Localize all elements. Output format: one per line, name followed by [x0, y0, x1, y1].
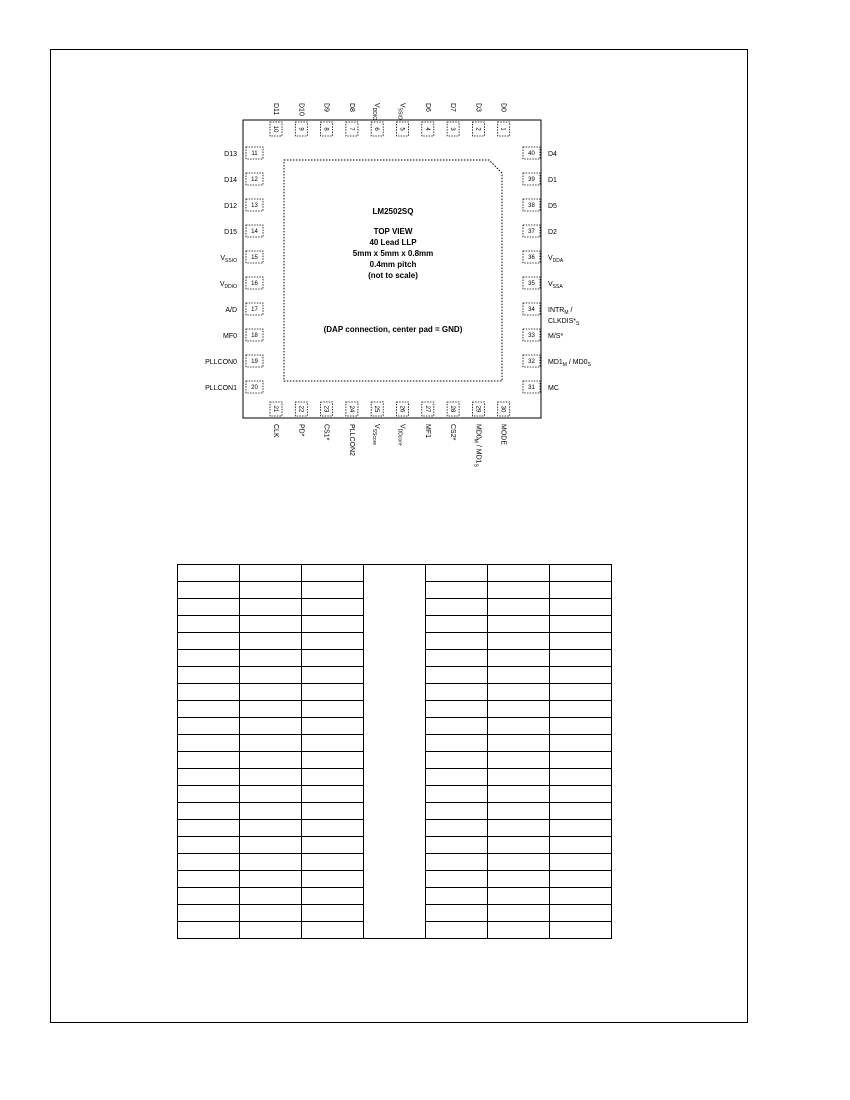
- pin-2: [472, 122, 484, 136]
- pin-2-label: D3: [474, 103, 482, 112]
- pin-39-label: D1: [548, 177, 557, 184]
- table-cell: [488, 803, 550, 820]
- table-cell: [178, 599, 240, 616]
- table-cell: [178, 786, 240, 803]
- pin-29-number: 29: [474, 405, 481, 413]
- pin-18-label: MF0: [223, 333, 237, 340]
- table-cell: [178, 837, 240, 854]
- pin-35-number: 35: [528, 281, 535, 287]
- table-cell: [302, 735, 364, 752]
- table-cell: [426, 582, 488, 599]
- pin-34-number: 34: [528, 307, 535, 313]
- pin-17: [246, 303, 263, 315]
- table-cell: [178, 820, 240, 837]
- pin-9-number: 9: [297, 127, 304, 131]
- table-cell: [426, 820, 488, 837]
- table-cell: [302, 599, 364, 616]
- pin-30-number: 30: [499, 405, 506, 413]
- pin-7: [346, 122, 358, 136]
- pin-2-number: 2: [474, 127, 481, 131]
- table-cell: [426, 905, 488, 922]
- pin-layer: [205, 103, 591, 468]
- table-cell: [302, 650, 364, 667]
- table-cell: [240, 837, 302, 854]
- pin-5: [397, 122, 409, 136]
- table-cell: [302, 582, 364, 599]
- table-cell: [488, 871, 550, 888]
- pin-26: [397, 402, 409, 416]
- table-cell: [302, 667, 364, 684]
- table-cell: [426, 769, 488, 786]
- table-cell: [488, 599, 550, 616]
- table-cell: [240, 820, 302, 837]
- table-cell: [178, 888, 240, 905]
- pin-5-label: $V_{SSIO}$: [396, 103, 406, 120]
- pin-21: [270, 402, 282, 416]
- table-cell: [488, 820, 550, 837]
- pin-32-label: $MD1_M / MD0_S$: [548, 359, 591, 368]
- table-cell: [302, 616, 364, 633]
- pin-31-number: 31: [528, 385, 535, 391]
- table-cell: [488, 582, 550, 599]
- table-cell: [302, 854, 364, 871]
- table-cell: [426, 667, 488, 684]
- pin-12: [246, 173, 263, 185]
- dap-note: (DAP connection, center pad = GND): [323, 325, 463, 334]
- table-cell: [178, 871, 240, 888]
- package-outline: [243, 120, 541, 418]
- pitch-label: 0.4mm pitch: [369, 260, 417, 269]
- table-cell: [240, 565, 302, 582]
- table-cell: [550, 667, 612, 684]
- table-cell: [240, 888, 302, 905]
- table-cell: [178, 752, 240, 769]
- pin-9-label: D10: [297, 103, 305, 116]
- table-cell: [240, 667, 302, 684]
- table-cell: [302, 888, 364, 905]
- pin-25: [371, 402, 383, 416]
- table-cell: [488, 667, 550, 684]
- pin-34: [523, 303, 540, 315]
- table-cell: [240, 735, 302, 752]
- table-cell: [426, 684, 488, 701]
- view-label: TOP VIEW: [373, 227, 413, 236]
- table-cell: [550, 871, 612, 888]
- table-cell: [178, 905, 240, 922]
- table-cell: [240, 650, 302, 667]
- pin-33-label: M/S*: [548, 333, 564, 340]
- pin-32-number: 32: [528, 359, 535, 365]
- pin-25-label: $V_{SScore}$: [371, 424, 381, 446]
- table-cell: [426, 633, 488, 650]
- table-cell: [178, 769, 240, 786]
- pin-4-label: D6: [423, 103, 431, 112]
- package-label: 40 Lead LLP: [369, 238, 417, 247]
- table-cell: [240, 871, 302, 888]
- table-cell: [178, 803, 240, 820]
- pin-40-number: 40: [528, 151, 535, 157]
- table-cell: [488, 854, 550, 871]
- pin-4-number: 4: [423, 127, 430, 131]
- table-cell: [178, 684, 240, 701]
- pin-39: [523, 173, 540, 185]
- pin-23-number: 23: [322, 405, 329, 413]
- pin-11: [246, 147, 263, 159]
- table-cell: [302, 633, 364, 650]
- pin-18: [246, 329, 263, 341]
- pin-24: [346, 402, 358, 416]
- table-cell: [178, 667, 240, 684]
- pin-11-label: D13: [224, 151, 237, 158]
- pin-24-label: PLLCON2: [347, 424, 355, 456]
- pin-28-number: 28: [449, 405, 456, 413]
- table-cell: [488, 769, 550, 786]
- pin-22-number: 22: [297, 405, 304, 413]
- table-cell: [302, 701, 364, 718]
- table-cell: [178, 922, 240, 939]
- pin-22-label: PD*: [297, 424, 305, 437]
- table-cell: [426, 735, 488, 752]
- table-cell: [302, 752, 364, 769]
- pin-11-number: 11: [251, 151, 258, 157]
- table-cell: [426, 701, 488, 718]
- pin-16: [246, 277, 263, 289]
- pin-39-number: 39: [528, 177, 535, 183]
- pin-30: [498, 402, 510, 416]
- table-cell: [488, 888, 550, 905]
- pin-10-label: D11: [272, 103, 279, 116]
- table-cell: [178, 650, 240, 667]
- pin-1: [498, 122, 510, 136]
- pin-19-label: PLLCON0: [205, 359, 237, 366]
- pin-6-label: $V_{DDIO}$: [371, 103, 381, 121]
- table-cell: [488, 837, 550, 854]
- table-cell: [240, 922, 302, 939]
- table-cell: [302, 769, 364, 786]
- pin-40: [523, 147, 540, 159]
- pin-16-label: $V_{DDIO}$: [219, 281, 237, 290]
- table-cell: [488, 616, 550, 633]
- table-cell: [240, 905, 302, 922]
- table-cell: [426, 786, 488, 803]
- table-cell: [240, 786, 302, 803]
- pin-3-label: D7: [449, 103, 457, 112]
- pin-36-number: 36: [528, 255, 535, 261]
- pin-1-number: 1: [499, 127, 506, 131]
- table-cell: [426, 718, 488, 735]
- pin-40-label: D4: [548, 151, 557, 158]
- table-cell: [178, 854, 240, 871]
- pin-38: [523, 199, 540, 211]
- pin-25-number: 25: [373, 405, 380, 413]
- pin-10: [270, 122, 282, 136]
- table-cell: [550, 616, 612, 633]
- table-cell: [426, 837, 488, 854]
- pin-31: [523, 381, 540, 393]
- table-cell: [550, 718, 612, 735]
- pin-26-number: 26: [398, 405, 405, 413]
- pin-14-number: 14: [251, 229, 258, 235]
- table-cell: [550, 633, 612, 650]
- table-cell: [426, 803, 488, 820]
- table-cell: [550, 769, 612, 786]
- table-cell: [426, 888, 488, 905]
- table-cell: [488, 922, 550, 939]
- table-cell: [550, 820, 612, 837]
- table-cell: [550, 684, 612, 701]
- table-cell: [426, 922, 488, 939]
- pin-35-label: $V_{SSA}$: [548, 281, 563, 290]
- pin-22: [295, 402, 307, 416]
- table-row: [178, 565, 612, 582]
- pin-12-label: D14: [224, 177, 237, 184]
- table-cell: [550, 922, 612, 939]
- pin-33: [523, 329, 540, 341]
- table-cell: [550, 752, 612, 769]
- pin-38-label: D5: [548, 203, 557, 210]
- pin-29-label: $MD0_M / MD1_S$: [472, 424, 482, 467]
- pin-12-number: 12: [251, 177, 258, 183]
- pin-26-label: $V_{DDcore}$: [396, 424, 406, 446]
- pin-7-number: 7: [347, 127, 354, 131]
- table-cell: [488, 752, 550, 769]
- pin-8-label: D9: [322, 103, 330, 112]
- chip-text: [324, 207, 463, 334]
- pin-13: [246, 199, 263, 211]
- table-cell: [302, 922, 364, 939]
- pin-8-number: 8: [322, 127, 329, 131]
- pin-6-number: 6: [373, 127, 380, 131]
- table-cell: [178, 565, 240, 582]
- pin-15: [246, 251, 263, 263]
- table-cell: [550, 650, 612, 667]
- table-cell: [550, 888, 612, 905]
- pin-34-label: $INTR_M$ /: [548, 307, 573, 316]
- pin-32: [523, 355, 540, 367]
- pin-36: [523, 251, 540, 263]
- table-cell: [240, 616, 302, 633]
- table-cell: [488, 701, 550, 718]
- table-cell: [426, 565, 488, 582]
- table-cell: [302, 718, 364, 735]
- pin-24-number: 24: [347, 405, 354, 413]
- table-cell: [550, 565, 612, 582]
- table-cell: [240, 701, 302, 718]
- pin-1-label: D0: [499, 103, 507, 112]
- pin-19-number: 19: [251, 359, 258, 365]
- table-cell: [426, 752, 488, 769]
- table-cell: [178, 735, 240, 752]
- part-number: LM2502SQ: [372, 207, 414, 216]
- table-cell: [178, 582, 240, 599]
- pin-27: [422, 402, 434, 416]
- table-cell: [302, 837, 364, 854]
- table-cell: [178, 718, 240, 735]
- table-cell: [240, 582, 302, 599]
- table-cell: [240, 633, 302, 650]
- pin-23: [321, 402, 333, 416]
- table-cell: [240, 769, 302, 786]
- pin-35: [523, 277, 540, 289]
- table-cell: [302, 803, 364, 820]
- table-cell: [302, 565, 364, 582]
- table-cell: [488, 718, 550, 735]
- pin-3-number: 3: [449, 127, 456, 131]
- pin-6: [371, 122, 383, 136]
- pin-29: [472, 402, 484, 416]
- pin-10-number: 10: [272, 125, 278, 133]
- table-cell: [550, 837, 612, 854]
- pin-34-label-line2: $CLKDIS*_S$: [548, 318, 580, 327]
- table-cell: [550, 905, 612, 922]
- pin-21-label: CLK: [272, 424, 279, 438]
- table-cell: [240, 752, 302, 769]
- pin-14: [246, 225, 263, 237]
- pin-30-label: MODE: [499, 424, 507, 445]
- pin-38-number: 38: [528, 203, 535, 209]
- pin-8: [321, 122, 333, 136]
- pin-37-number: 37: [528, 229, 535, 235]
- table-cell: [302, 871, 364, 888]
- table-cell: [178, 633, 240, 650]
- table-cell: [550, 786, 612, 803]
- pin-17-label: A/D: [225, 307, 237, 314]
- pin-15-number: 15: [251, 255, 258, 261]
- pin-23-label: CS1*: [322, 424, 330, 441]
- pin-33-number: 33: [528, 333, 535, 339]
- table-cell: [240, 599, 302, 616]
- table-cell: [240, 803, 302, 820]
- table-cell: [550, 735, 612, 752]
- scale-note: (not to scale): [368, 271, 418, 280]
- pin-16-number: 16: [251, 281, 258, 287]
- pin-description-table: [177, 564, 612, 939]
- table-cell: [488, 650, 550, 667]
- table-spacer: [364, 565, 426, 939]
- pin-18-number: 18: [251, 333, 258, 339]
- pin-28-label: CS2*: [449, 424, 457, 441]
- pin-20-label: PLLCON1: [205, 385, 237, 392]
- pin-3: [447, 122, 459, 136]
- table-cell: [550, 854, 612, 871]
- pin-31-label: MC: [548, 385, 559, 392]
- table-cell: [240, 718, 302, 735]
- table-cell: [550, 582, 612, 599]
- pin-27-label: MF1: [423, 424, 431, 438]
- pin-36-label: $V_{DDA}$: [548, 255, 564, 264]
- table-cell: [302, 684, 364, 701]
- dimensions-label: 5mm x 5mm x 0.8mm: [352, 249, 434, 258]
- table-cell: [426, 854, 488, 871]
- table-cell: [550, 803, 612, 820]
- pin-7-label: D8: [347, 103, 355, 112]
- pin-15-label: $V_{SSIO}$: [220, 255, 237, 264]
- table-cell: [426, 871, 488, 888]
- table-cell: [550, 599, 612, 616]
- table-cell: [488, 786, 550, 803]
- table-cell: [426, 650, 488, 667]
- pin-20: [246, 381, 263, 393]
- table-cell: [240, 684, 302, 701]
- table-cell: [302, 905, 364, 922]
- pin-37-label: D2: [548, 229, 557, 236]
- table-cell: [488, 565, 550, 582]
- pin-20-number: 20: [251, 385, 258, 391]
- pin-5-number: 5: [398, 127, 405, 131]
- pin-21-number: 21: [272, 405, 278, 413]
- table-cell: [178, 701, 240, 718]
- table-cell: [178, 616, 240, 633]
- pin-37: [523, 225, 540, 237]
- table-cell: [302, 786, 364, 803]
- pin-13-label: D12: [224, 203, 237, 210]
- pin-17-number: 17: [251, 307, 258, 313]
- pin-28: [447, 402, 459, 416]
- table-cell: [488, 905, 550, 922]
- table-cell: [550, 701, 612, 718]
- table-cell: [426, 616, 488, 633]
- table-cell: [240, 854, 302, 871]
- table-cell: [488, 684, 550, 701]
- table-cell: [488, 633, 550, 650]
- pin-9: [295, 122, 307, 136]
- pin-4: [422, 122, 434, 136]
- pin-14-label: D15: [224, 229, 237, 236]
- pin-27-number: 27: [423, 405, 430, 413]
- table-cell: [426, 599, 488, 616]
- table-cell: [488, 735, 550, 752]
- table-cell: [302, 820, 364, 837]
- pin-19: [246, 355, 263, 367]
- pin-13-number: 13: [251, 203, 258, 209]
